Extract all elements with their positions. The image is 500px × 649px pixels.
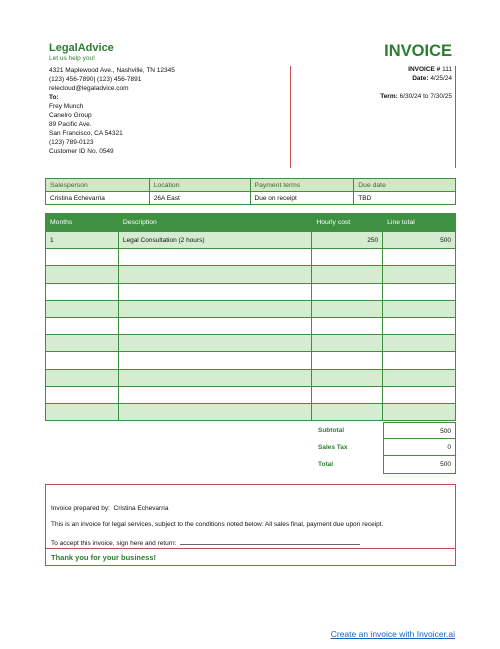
header-due-date: Due date — [354, 179, 456, 192]
invoice-date: 4/25/24 — [430, 74, 452, 82]
total-row — [313, 456, 456, 473]
table-row — [46, 335, 456, 352]
table-row — [46, 369, 456, 386]
company-name: LegalAdvice — [49, 42, 114, 54]
bill-to-company: Canelro Group — [49, 112, 92, 119]
prepared-by-name: Cristina Echevarria — [113, 505, 169, 512]
table-row — [46, 249, 456, 266]
company-phones: (123) 456-7890| (123) 456-7891 — [49, 76, 142, 83]
table-row — [46, 403, 456, 420]
subtotal-label: Subtotal — [318, 427, 344, 434]
row-line-total: 500 — [383, 232, 456, 249]
table-row — [46, 283, 456, 300]
invoicer-link[interactable]: Create an invoice with Invoicer.ai — [330, 629, 455, 639]
total-label: Total — [318, 461, 334, 469]
bill-to-phone: (123) 789-0123 — [49, 139, 94, 146]
subtotal-row — [313, 422, 456, 439]
sales-tax-value: 0 — [383, 439, 456, 456]
row-hourly-cost: 250 — [312, 232, 383, 249]
divider-left — [290, 66, 291, 168]
notes-box — [45, 484, 456, 566]
table-row — [46, 300, 456, 317]
header-hourly-cost: Hourly cost — [312, 214, 383, 232]
invoice-term: 6/30/24 to 7/30/25 — [399, 93, 452, 100]
company-email: relecloud@legaladvice.com — [49, 85, 129, 92]
sales-info-row — [46, 192, 456, 205]
address-block — [49, 66, 175, 156]
signature-line[interactable] — [180, 539, 360, 545]
bill-to-name: Frey Munch — [49, 103, 84, 110]
header-payment-terms: Payment terms — [250, 179, 354, 192]
bill-to-label: To: — [49, 94, 59, 101]
divider-right — [455, 66, 456, 168]
table-row — [46, 232, 456, 249]
location-value: 26A East — [149, 192, 250, 205]
company-tagline: Let us help you! — [49, 55, 95, 62]
notes-divider — [46, 548, 455, 549]
bill-to-street: 89 Pacific Ave. — [49, 121, 92, 128]
invoice-title: INVOICE — [384, 42, 452, 60]
invoice-meta — [408, 66, 452, 83]
header-line-total: Line total — [383, 214, 456, 232]
prepared-by-line — [51, 505, 168, 512]
sales-tax-label: Sales Tax — [318, 444, 348, 452]
company-address: 4321 Maplewood Ave., Nashville, TN 12345 — [49, 67, 175, 74]
invoice-number-row — [408, 66, 452, 75]
subtotal-value: 500 — [383, 422, 456, 439]
invoice-term-row — [380, 93, 452, 100]
totals-block — [313, 422, 456, 474]
due-date-value: TBD — [354, 192, 456, 205]
accept-line — [51, 539, 360, 547]
invoice-date-row — [408, 75, 452, 84]
table-row — [46, 352, 456, 369]
sales-info-table — [45, 178, 456, 205]
prepared-by-label: Invoice prepared by: — [51, 505, 110, 512]
payment-terms-value: Due on receipt — [250, 192, 354, 205]
accept-text: To accept this invoice, sign here and return: — [51, 540, 177, 547]
customer-id: Customer ID No. 0549 — [49, 148, 114, 155]
invoice-number: 111 — [442, 66, 452, 73]
sales-tax-row — [313, 439, 456, 456]
table-row — [46, 317, 456, 334]
header-salesperson: Salesperson — [46, 179, 150, 192]
row-description: Legal Consultation (2 hours) — [118, 232, 311, 249]
line-items-table — [45, 213, 456, 421]
thank-you-text: Thank you for your business! — [51, 553, 157, 562]
table-row — [46, 266, 456, 283]
sales-info-header-row — [46, 179, 456, 192]
conditions-text: This is an invoice for legal services, subject to the conditions noted below: All sales final, payment due upon receipt. — [51, 521, 384, 528]
bill-to-city: San Francisco, CA 54321 — [49, 130, 123, 137]
line-items-header-row — [46, 214, 456, 232]
total-value: 500 — [383, 456, 456, 473]
header-location: Location — [149, 179, 250, 192]
table-row — [46, 386, 456, 403]
invoice-number-label: INVOICE # — [408, 66, 441, 73]
invoice-term-label: Term: — [380, 93, 398, 100]
header-description: Description — [118, 214, 311, 232]
salesperson-value: Cristina Echevarria — [46, 192, 150, 205]
invoice-date-label: Date: — [412, 74, 429, 82]
header-months: Months — [46, 214, 119, 232]
row-months: 1 — [46, 232, 119, 249]
